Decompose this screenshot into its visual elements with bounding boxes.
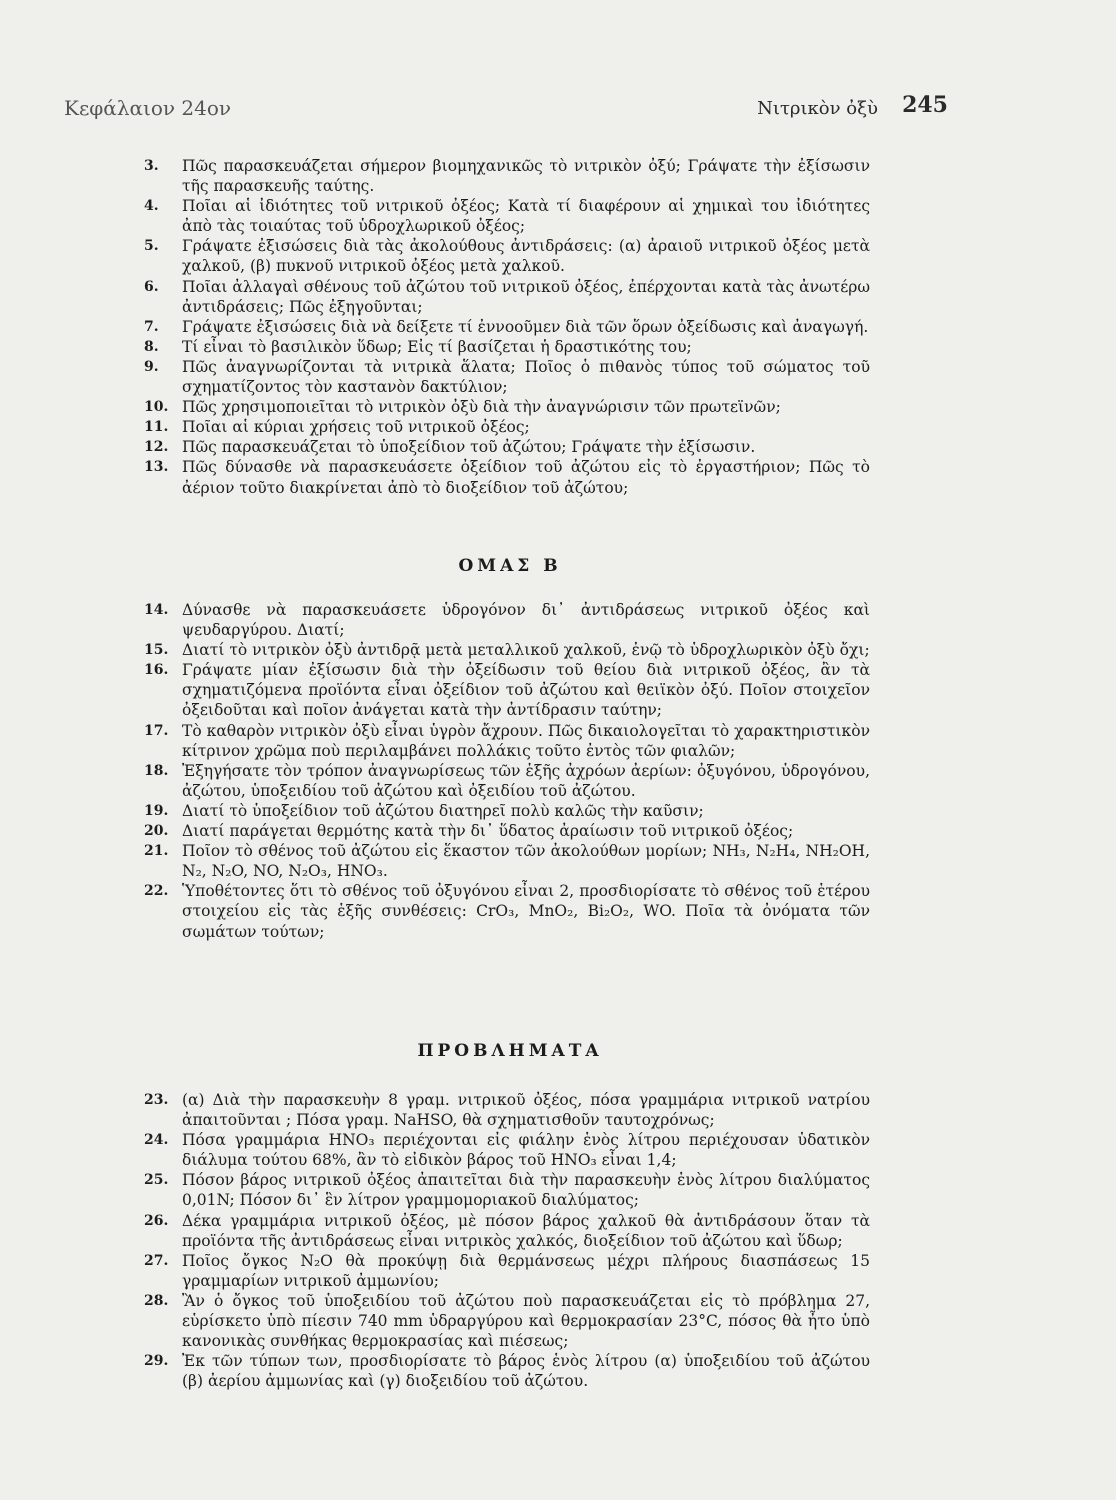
item-number: 14.: [144, 602, 169, 618]
item-number: 20.: [144, 823, 169, 840]
item-number: 8.: [144, 338, 159, 355]
item-text: Πῶς χρησιμοποιεῖται τὸ νιτρικὸν ὀξὺ διὰ τὴν ἀναγνώρισιν τῶν πρωτεϊνῶν;: [182, 398, 781, 417]
item-text: Τὸ καθαρὸν νιτρικὸν ὀξὺ εἶναι ὑγρὸν ἄχρουν. Πῶς δικαιολογεῖται τὸ χαρακτηριστικὸν κίτρινον χρῶμα ποὺ περιλαμβάνει πολλάκις τοῦτο ἐντὸς τῶν φιαλῶν;: [182, 721, 870, 760]
item-number: 9.: [144, 358, 159, 375]
item-text: Γράψατε ἐξισώσεις διὰ τὰς ἀκολούθους ἀντιδράσεις: (α) ἀραιοῦ νιτρικοῦ ὀξέος μετὰ χαλκοῦ, (β) πυκνοῦ νιτρικοῦ ὀξέος μετὰ χαλκοῦ.: [182, 237, 870, 276]
list-item: [144, 337, 870, 357]
item-number: 10.: [144, 399, 169, 416]
item-number: 15.: [144, 642, 169, 659]
list-item: [144, 660, 870, 720]
list-item: [144, 1251, 870, 1291]
problems-list: [144, 1090, 870, 1391]
item-number: 12.: [144, 439, 169, 456]
item-number: 25.: [144, 1172, 169, 1189]
list-item: [144, 821, 870, 841]
item-text: Πόσον βάρος νιτρικοῦ ὀξέος ἀπαιτεῖται διὰ τὴν παρασκευὴν ἑνὸς λίτρου διαλύματος 0,01N; Πόσον δι᾽ ἓν λίτρον γραμμομοριακοῦ διαλύματος;: [182, 1171, 870, 1210]
list-item: [144, 457, 870, 497]
list-item: [144, 1291, 870, 1351]
item-number: 4.: [144, 198, 159, 215]
item-text: Δέκα γραμμάρια νιτρικοῦ ὀξέος, μὲ πόσον βάρος χαλκοῦ θὰ ἀντιδράσουν ὅταν τὰ προϊόντα τῆς ἀντιδράσεως εἶναι νιτρικὸς χαλκός, διοξείδιον τοῦ ἀζώτου καὶ ὕδωρ;: [182, 1211, 870, 1250]
list-item: [144, 1351, 870, 1391]
item-number: 13.: [144, 459, 169, 476]
list-item: [144, 1211, 870, 1251]
list-item: [144, 317, 870, 337]
list-item: [144, 1130, 870, 1170]
item-number: 23.: [144, 1092, 169, 1108]
item-number: 22.: [144, 883, 169, 900]
list-item: [144, 640, 870, 660]
item-text: (α) Διὰ τὴν παρασκευὴν 8 γραμ. νιτρικοῦ ὀξέος, πόσα γραμμάρια νιτρικοῦ νατρίου ἀπαιτοῦνται ; Πόσα γραμ. NaHSO, θὰ σχηματισθοῦν ταυτοχρόνως;: [182, 1091, 870, 1130]
item-number: 16.: [144, 662, 169, 679]
item-number: 17.: [144, 722, 169, 739]
section-heading-group-b: ΟΜΑΣ Β: [458, 556, 562, 576]
list-item: [144, 277, 870, 317]
item-number: 21.: [144, 843, 169, 860]
item-text: Γράψατε μίαν ἐξίσωσιν διὰ τὴν ὀξείδωσιν τοῦ θείου διὰ νιτρικοῦ ὀξέος, ἂν τὰ σχηματιζόμενα προϊόντα εἶναι ὀξείδιον τοῦ ἀζώτου καὶ θειϊκὸν ὀξύ. Ποῖον στοιχεῖον ὀξειδοῦται καὶ ποῖον ἀνάγεται κατὰ τὴν ἀντίδρασιν ταύτην;: [182, 661, 870, 720]
list-item: [144, 357, 870, 397]
list-item: [144, 721, 870, 761]
list-item: [144, 156, 870, 196]
item-number: 5.: [144, 238, 159, 255]
list-item: [144, 1090, 870, 1130]
running-header: [64, 92, 948, 128]
item-number: 7.: [144, 318, 159, 335]
item-text: Ποῖαι ἀλλαγαὶ σθένους τοῦ ἀζώτου τοῦ νιτρικοῦ ὀξέος, ἐπέρχονται κατὰ τὰς ἀνωτέρω ἀντιδράσεις; Πῶς ἐξηγοῦνται;: [182, 277, 870, 316]
item-number: 3.: [144, 158, 159, 174]
list-item: [144, 1170, 870, 1210]
item-text: Πῶς παρασκευάζεται τὸ ὑποξείδιον τοῦ ἀζώτου; Γράψατε τὴν ἐξίσωσιν.: [182, 438, 756, 457]
item-text: Δύνασθε νὰ παρασκευάσετε ὑδρογόνον δι᾽ ἀντιδράσεως νιτρικοῦ ὀξέος καὶ ψευδαργύρου. Διατί;: [182, 601, 870, 640]
item-text: Ὑποθέτοντες ὅτι τὸ σθένος τοῦ ὀξυγόνου εἶναι 2, προσδιορίσατε τὸ σθένος τοῦ ἑτέρου στοιχείου εἰς τὰς ἑξῆς συνθέσεις: CrO₃, MnO₂, Bi₂O₂, WO. Ποῖα τὰ ὀνόματα τῶν σωμάτων τούτων;: [182, 882, 870, 941]
item-number: 28.: [144, 1292, 169, 1309]
list-item: [144, 417, 870, 437]
item-text: Πῶς δύνασθε νὰ παρασκευάσετε ὀξείδιον τοῦ ἀζώτου εἰς τὸ ἐργαστήριον; Πῶς τὸ ἀέριον τοῦτο διακρίνεται ἀπὸ τὸ διοξείδιον τοῦ ἀζώτου;: [182, 458, 870, 497]
item-number: 27.: [144, 1252, 169, 1269]
list-item: [144, 196, 870, 236]
item-text: Πῶς ἀναγνωρίζονται τὰ νιτρικὰ ἅλατα; Ποῖος ὁ πιθανὸς τύπος τοῦ σώματος τοῦ σχηματίζοντος τὸν καστανὸν δακτύλιον;: [182, 357, 870, 397]
section-heading-problems: ΠΡΟΒΛΗΜΑΤΑ: [417, 1041, 603, 1061]
list-item: [144, 397, 870, 417]
questions-group-a: [144, 156, 870, 498]
item-text: Ἐκ τῶν τύπων των, προσδιορίσατε τὸ βάρος ἑνὸς λίτρου (α) ὑποξειδίου τοῦ ἀζώτου (β) ἀερίου ἀμμωνίας καὶ (γ) διοξειδίου τοῦ ἀζώτου.: [182, 1352, 870, 1391]
list-item: [144, 761, 870, 801]
chapter-label: Κεφάλαιον 24ον: [64, 96, 232, 120]
item-text: Διατί τὸ ὑποξείδιον τοῦ ἀζώτου διατηρεῖ πολὺ καλῶς τὴν καῦσιν;: [182, 801, 704, 820]
item-number: 19.: [144, 802, 169, 819]
item-text: Ἐξηγήσατε τὸν τρόπον ἀναγνωρίσεως τῶν ἑξῆς ἀχρόων ἀερίων: ὀξυγόνου, ὑδρογόνου, ἀζώτου, ὑποξειδίου τοῦ ἀζώτου καὶ ὀξειδίου τοῦ ἀζώτου.: [182, 761, 870, 800]
item-number: 18.: [144, 762, 169, 779]
item-text: Πῶς παρασκευάζεται σήμερον βιομηχανικῶς τὸ νιτρικὸν ὀξύ; Γράψατε τὴν ἐξίσωσιν τῆς παρασκευῆς ταύτης.: [182, 157, 870, 196]
item-text: Πόσα γραμμάρια HNO₃ περιέχονται εἰς φιάλην ἑνὸς λίτρου περιέχουσαν ὑδατικὸν διάλυμα τούτου 68%, ἂν τὸ εἰδικὸν βάρος τοῦ HNO₃ εἶναι 1,4;: [182, 1131, 870, 1170]
item-number: 11.: [144, 419, 169, 436]
list-item: [144, 236, 870, 276]
list-item: [144, 437, 870, 457]
item-text: Ποῖος ὄγκος N₂O θὰ προκύψῃ διὰ θερμάνσεως μέχρι πλήρους διασπάσεως 15 γραμμαρίων νιτρικοῦ ἀμμωνίου;: [182, 1251, 870, 1290]
item-text: Διατί παράγεται θερμότης κατὰ τὴν δι᾽ ὕδατος ἀραίωσιν τοῦ νιτρικοῦ ὀξέος;: [182, 822, 794, 841]
list-item: [144, 881, 870, 941]
item-number: 29.: [144, 1353, 169, 1370]
list-item: [144, 801, 870, 821]
item-text: Γράψατε ἐξισώσεις διὰ νὰ δείξετε τί ἐννοοῦμεν διὰ τῶν ὅρων ὀξείδωσις καὶ ἀναγωγή.: [182, 317, 869, 336]
item-number: 24.: [144, 1132, 169, 1149]
item-number: 26.: [144, 1212, 169, 1229]
item-text: Τί εἶναι τὸ βασιλικὸν ὕδωρ; Εἰς τί βασίζεται ἡ δραστικότης του;: [182, 337, 692, 356]
list-item: [144, 600, 870, 640]
item-text: Ποῖαι αἱ ἰδιότητες τοῦ νιτρικοῦ ὀξέος; Κατὰ τί διαφέρουν αἱ χημικαὶ του ἰδιότητες ἀπὸ τὰς τοιαύτας τοῦ ὑδροχλωρικοῦ ὀξέος;: [182, 197, 870, 236]
item-text: Ποῖον τὸ σθένος τοῦ ἀζώτου εἰς ἕκαστον τῶν ἀκολούθων μορίων; NH₃, N₂H₄, NH₂OH, N₂, N₂O, NO, N₂O₃, HNO₃.: [182, 842, 870, 881]
list-item: [144, 841, 870, 881]
section-title: Νιτρικὸν ὀξὺ: [757, 98, 878, 119]
questions-group-b: [144, 600, 870, 942]
item-text: Διατί τὸ νιτρικὸν ὀξὺ ἀντιδρᾷ μετὰ μεταλλικοῦ χαλκοῦ, ἐνῷ τὸ ὑδροχλωρικὸν ὀξὺ ὄχι;: [182, 641, 870, 660]
item-number: 6.: [144, 278, 159, 295]
item-text: Ποῖαι αἱ κύριαι χρήσεις τοῦ νιτρικοῦ ὀξέος;: [182, 418, 530, 437]
page-number: 245: [902, 92, 948, 118]
item-text: Ἂν ὁ ὄγκος τοῦ ὑποξειδίου τοῦ ἀζώτου ποὺ παρασκευάζεται εἰς τὸ πρόβλημα 27, εὑρίσκετο ὑπὸ πίεσιν 740 mm ὑδραργύρου καὶ θερμοκρασίαν 23°C, πόσος θὰ ἦτο ὑπὸ κανονικὰς συνθήκας θερμοκρασίας καὶ πιέσεως;: [182, 1291, 870, 1351]
